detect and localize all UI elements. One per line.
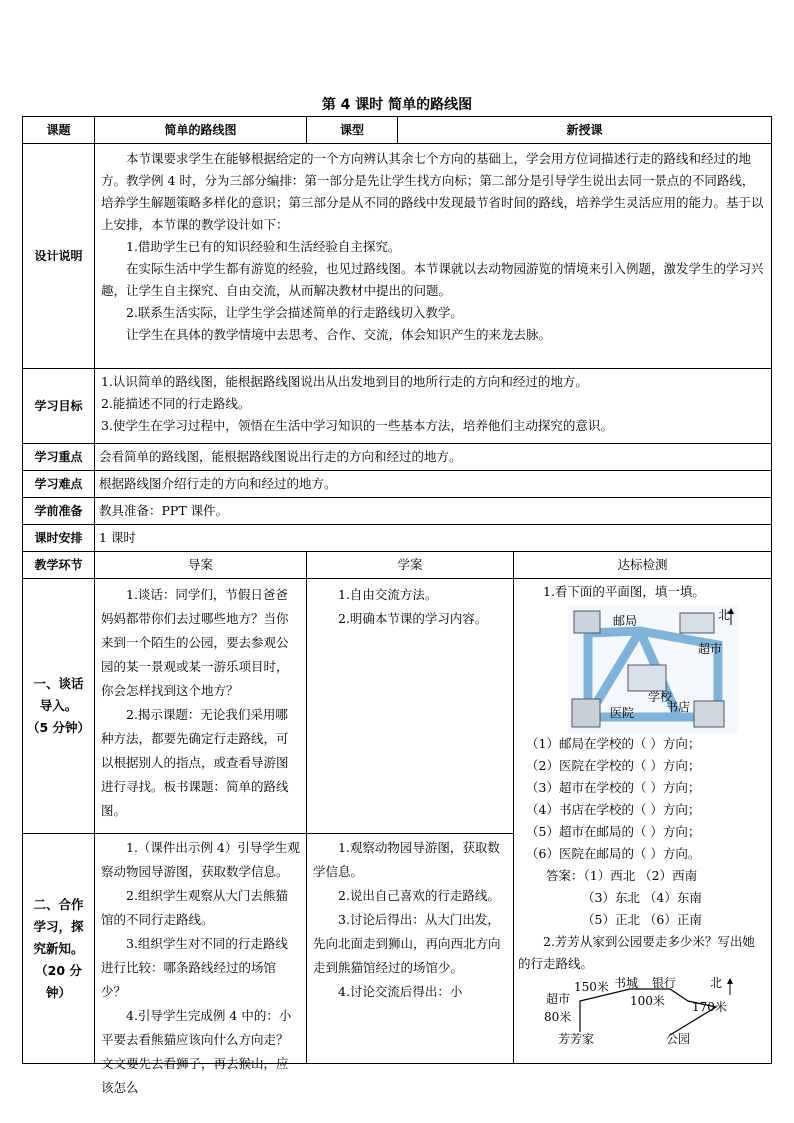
design-content xyxy=(95,144,772,369)
guide-item: 1.（课件出示例 4）引导学生观察动物园导游图，获取数学信息。 xyxy=(101,840,300,880)
stage2-label-line: 学习，探 xyxy=(33,918,84,934)
stage2-study xyxy=(307,834,514,1064)
stage1-label xyxy=(23,579,95,834)
difficulty-label: 学习难点 xyxy=(23,471,95,498)
map1-label-north: 北 xyxy=(718,608,731,622)
map2-label-park: 公园 xyxy=(666,1032,691,1046)
fill-item: （4）书店在学校的（ ）方向； xyxy=(526,802,701,817)
study-item: 2.明确本节课的学习内容。 xyxy=(338,611,488,626)
map1-label-bookstore: 书店 xyxy=(666,700,691,714)
bookstore-building xyxy=(694,701,724,727)
schedule-row xyxy=(23,525,772,552)
map2-label-150: 150米 xyxy=(574,980,609,994)
stage2-label-line: 二、合作 xyxy=(33,896,84,912)
page-title: 第 4 课时 简单的路线图 xyxy=(321,97,473,113)
stage2-guide xyxy=(95,834,307,1096)
north-arrow-icon xyxy=(727,978,733,984)
design-paragraph: 本节课要求学生在能够根据给定的一个方向辨认其余七个方向的基础上，学会用方位词描述行走的路线和经过的地方。教学例 4 时，分为三部分编排：第一部分是先让学生找方向标；第二部分是引导学生说出去同一景点的不同路线，培养学生解题策略多样化的意识；第三部分是从不同的路线中发现最节省时间的路线，培养学生灵活应用的能力。基于以上安排，本节课的教学设计如下： xyxy=(101,151,764,232)
schedule-value: 1 课时 xyxy=(95,525,772,552)
map2-label-north: 北 xyxy=(710,976,723,990)
school-building xyxy=(628,665,666,691)
header-row xyxy=(23,117,772,144)
stage2-label-line: 钟） xyxy=(45,984,71,1000)
design-paragraph: 在实际生活中学生都有游览的经验，也见过路线图。本节课就以去动物园游览的情境来引入例题，激发学生的学习兴趣，让学生自主探究、自由交流，从而解决教材中提出的问题。 xyxy=(101,261,764,298)
study-item: 1.观察动物园导游图，获取数学信息。 xyxy=(313,840,500,880)
map2-label-bank: 银行 xyxy=(652,976,677,990)
stage1-label-line: （5 分钟） xyxy=(27,720,91,736)
check-header: 达标检测 xyxy=(514,552,772,579)
stage-header: 教学环节 xyxy=(23,552,95,579)
prep-row xyxy=(23,498,772,525)
post-office-building xyxy=(574,611,600,633)
check-q2: 2.芳芳从家到公园要走多少米？写出她的行走路线。 xyxy=(518,934,755,971)
stage2-label xyxy=(23,834,95,1064)
key-label: 学习重点 xyxy=(23,444,95,471)
guide-item: 1.谈话：同学们，节假日爸爸妈妈都带你们去过哪些地方？当你来到一个陌生的公园，要去参观公园的某一景观或某一游乐项目时，你会怎样找到这个地方？ xyxy=(101,587,289,698)
fill-item: （5）超市在邮局的（ ）方向； xyxy=(526,824,701,839)
design-paragraph: 1.借助学生已有的知识经验和生活经验自主探究。 xyxy=(126,239,401,254)
map2-label-home: 芳芳家 xyxy=(558,1032,595,1046)
map2-label-supermarket: 超市 xyxy=(546,992,571,1006)
fill-item: （2）医院在学校的（ ）方向； xyxy=(526,758,701,773)
design-label: 设计说明 xyxy=(23,144,95,369)
schedule-label: 课时安排 xyxy=(23,525,95,552)
answer-line: （3）东北 （4）东南 xyxy=(582,890,702,905)
route-map-2 xyxy=(540,977,740,1047)
guide-item: 4.引导学生完成例 4 中的：小平要去看熊猫应该向什么方向走？文文要先去看狮子，再去猴山，应该怎么 xyxy=(101,1008,292,1096)
key-value: 会看简单的路线图，能根据路线图说出行走的方向和经过的地方。 xyxy=(95,444,772,471)
guide-item: 2.揭示课题：无论我们采用哪种方法，都要先确定行走路线，可以根据别人的指点，或查看导游图进行寻找。板书课题：简单的路线图。 xyxy=(101,707,289,818)
design-row xyxy=(23,144,772,369)
lesson-plan-table xyxy=(22,116,772,1096)
fill-item: （6）医院在邮局的（ ）方向。 xyxy=(526,846,701,861)
guide-header: 导案 xyxy=(95,552,307,579)
map2-label-170: 170米 xyxy=(692,1000,727,1014)
map1-label-hospital: 医院 xyxy=(610,706,635,720)
map1-label-post: 邮局 xyxy=(613,614,638,628)
map1-label-school: 学校 xyxy=(648,690,673,704)
fill-item: （1）邮局在学校的（ ）方向； xyxy=(526,736,701,751)
stage1-guide xyxy=(95,579,307,834)
stage2-label-line: （20 分 xyxy=(35,962,82,978)
check-cell xyxy=(514,579,772,1064)
study-item: 3.讨论后得出：从大门出发，先向北面走到狮山，再向西北方向走到熊猫馆经过的场馆少。 xyxy=(313,912,501,976)
study-item: 1.自由交流方法。 xyxy=(338,587,438,602)
map2-label-bookcity: 书城 xyxy=(614,976,639,990)
hospital-building xyxy=(572,699,600,727)
study-item: 2.说出自己喜欢的行走路线。 xyxy=(338,888,500,904)
topic-value: 简单的路线图 xyxy=(95,117,307,144)
stage1-label-line: 导入。 xyxy=(39,698,78,714)
goal-item: 2.能描述不同的行走路线。 xyxy=(101,396,251,411)
stage1-study xyxy=(307,579,514,834)
topic-label: 课题 xyxy=(23,117,95,144)
prep-label: 学前准备 xyxy=(23,498,95,525)
difficulty-row xyxy=(23,471,772,498)
type-value: 新授课 xyxy=(398,117,772,144)
goal-item: 1.认识简单的路线图，能根据路线图说出从出发地到目的地所行走的方向和经过的地方。 xyxy=(101,374,588,389)
stages-header-row xyxy=(23,552,772,579)
supermarket-building xyxy=(680,613,714,633)
key-row xyxy=(23,444,772,471)
stage1-label-line: 一、谈话 xyxy=(33,676,84,692)
answer-line: 答案：（1）西北 （2）西南 xyxy=(546,868,698,883)
stage1-row xyxy=(23,579,772,834)
guide-item: 2.组织学生观察从大门去熊猫馆的不同行走路线。 xyxy=(101,888,288,928)
goals-label: 学习目标 xyxy=(23,369,95,444)
difficulty-value: 根据路线图介绍行走的方向和经过的地方。 xyxy=(95,471,772,498)
answer-line: （5）正北 （6）正南 xyxy=(582,912,702,927)
prep-value: 教具准备：PPT 课件。 xyxy=(95,498,772,525)
plane-map-1 xyxy=(568,605,738,733)
fill-item: （3）超市在学校的（ ）方向； xyxy=(526,780,701,795)
design-paragraph: 2.联系生活实际，让学生学会描述简单的行走路线切入教学。 xyxy=(126,305,463,320)
goals-content xyxy=(95,369,772,444)
guide-item: 3.组织学生对不同的行走路线进行比较：哪条路线经过的场馆少？ xyxy=(101,936,288,1000)
type-label: 课型 xyxy=(307,117,398,144)
map2-label-80: 80米 xyxy=(544,1010,572,1024)
design-paragraph: 让学生在具体的教学情境中去思考、合作、交流，体会知识产生的来龙去脉。 xyxy=(126,327,552,342)
goal-item: 3.使学生在学习过程中，领悟在生活中学习知识的一些基本方法，培养他们主动探究的意识。 xyxy=(101,418,613,433)
map2-label-100: 100米 xyxy=(630,994,665,1008)
stage2-label-line: 究新知。 xyxy=(33,940,84,956)
study-item: 4.讨论交流后得出：小 xyxy=(338,984,463,1000)
goals-row xyxy=(23,369,772,444)
study-header: 学案 xyxy=(307,552,514,579)
check-q1: 1.看下面的平面图，填一填。 xyxy=(543,584,705,599)
map1-label-market: 超市 xyxy=(698,642,723,656)
